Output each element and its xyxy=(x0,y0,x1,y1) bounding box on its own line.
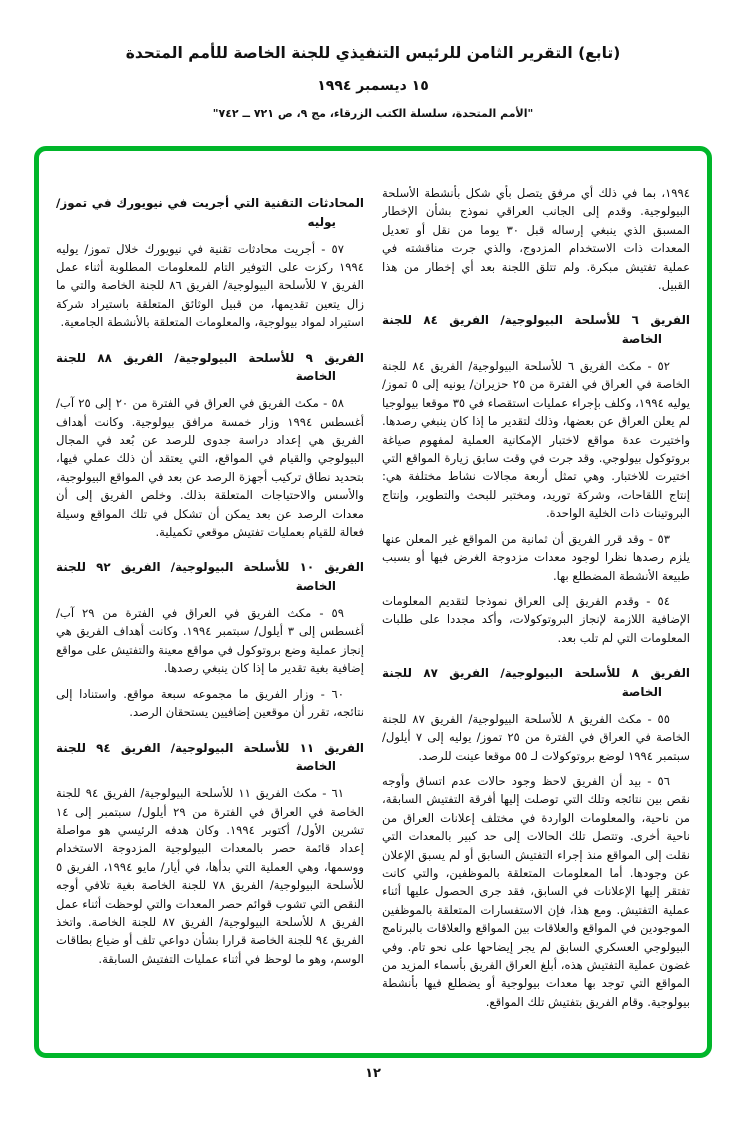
section-heading: الفريق ١١ للأسلحة البيولوجية/ الفريق ٩٤ للجنة الخاصة xyxy=(56,740,364,774)
section-heading: الفريق ٦ للأسلحة البيولوجية/ الفريق ٨٤ للجنة الخاصة xyxy=(382,313,690,347)
column-right xyxy=(382,177,690,1039)
body-paragraph: ١٩٩٤، بما في ذلك أي مرفق يتصل بأي شكل بأنشطة الأسلحة البيولوجية. وقدم إلى الجانب العراقي نموذج بشأن الإخطار المسبق الذي ينبغي إرساله قبل ٣٠ يوما من نقل أو تعديل المعدات ذات الاستخدام المزدوج، والذي جرت مناقشته في عملية تفتيش مبكرة. ولم تتلق اللجنة بعد أي إخطار من هذا القبيل. xyxy=(382,186,690,293)
document-source-citation: "الأمم المتحدة، سلسلة الكتب الزرقاء، مج ٩، ص ٧٢١ ــ ٧٤٢" xyxy=(212,107,534,120)
body-paragraph: ٥٣ - وقد قرر الفريق أن ثمانية من المواقع غير المعلن عنها يلزم رصدها نظرا لوجود معدات مزدوجة الغرض فيها أو بسبب طبيعة الأنشطة المضطلع بها. xyxy=(382,531,690,583)
column-left xyxy=(56,177,364,1039)
body-paragraph: ٥٥ - مكث الفريق ٨ للأسلحة البيولوجية/ الفريق ٨٧ للجنة الخاصة في العراق في الفترة من ٢٥ تموز/ يوليه إلى ٧ أيلول/ سبتمبر ١٩٩٤ لوضع بروتوكولات لـ ٥٥ موقعا عينت للرصد. xyxy=(382,711,690,763)
body-paragraph: ٥٤ - وقدم الفريق إلى العراق نموذجا لتقديم المعلومات الإضافية اللازمة لإنجاز البروتوكولات، وأكد مجددا على طلبات المعلومات التي لم تلب بعد. xyxy=(382,593,690,645)
section-heading: الفريق ٨ للأسلحة البيولوجية/ الفريق ٨٧ للجنة الخاصة xyxy=(382,666,690,699)
body-paragraph: ٦٠ - وزار الفريق ما مجموعه سبعة مواقع. واستنادا إلى نتائجه، تقرر أن موقعين إضافيين يستحقان الرصد. xyxy=(56,686,364,720)
body-paragraph: ٥٦ - بيد أن الفريق لاحظ وجود حالات عدم اتساق وأوجه نقص بين نتائجه وتلك التي توصلت إليها أفرقة التفتيش السابقة، من ناحية، والمعلومات الواردة في مختلف إعلانات العراق من ناحية أخرى. وتتصل تلك الحالات إلى حد كبير بالمعدات التي نقلت إلى المواقع منذ إجراء التفتيش السابق أو لم يسبق الإعلان عن وجودها. أما المعلومات المتعلقة بالموظفين، والتي كانت تفتقر إليها الإعلانات في السابق، فقد جرى الحصول عليها أثناء عملية التفتيش. ومع هذا، فإن الاستفسارات المتعلقة بالموظفين الموجودين في المواقع والعلاقات بين المواقع والعلاقات بالبرنامج البيولوجي العسكري السابق لم يجر إيضاحها على نحو تام. وفي غضون عملية التفتيش هذه، أبلغ العراق الفريق بأسماء المزيد من المواقع التي توجد بها معدات بيولوجية أو يضطلع فيها بأنشطة بيولوجية. وقام الفريق بتفتيش تلك المواقع. xyxy=(382,773,690,1009)
body-paragraph: ٦١ - مكث الفريق ١١ للأسلحة البيولوجية/ الفريق ٩٤ للجنة الخاصة في العراق في الفترة من ٢٩ أيلول/ سبتمبر إلى ١٤ تشرين الأول/ أكتوبر ١٩٩٤. وكان هدفه الرئيسي هو مواصلة إعداد قائمة حصر بالمعدات البيولوجية المزدوجة الاستخدام ووسمها، وهي العملية التي بدأها، في أيار/ مايو ١٩٩٤، الفريق ٥ للأسلحة البيولوجية/ الفريق ٧٨ للجنة الخاصة بغية تلافي أوجه النقص التي تشوب قوائم حصر المعدات والتي لوحظت أثناء عمل الفريق ٨ للأسلحة البيولوجية/ الفريق ٨٧ للجنة الخاصة. واتخذ الفريق ٩٤ للجنة الخاصة قرارا بشأن دواعي تلف أو ضياع بطاقات الوسم، وهو ما لوحظ في أثناء عمليات التفتيش السابقة. xyxy=(56,786,364,966)
two-column-layout xyxy=(39,151,707,1053)
body-paragraph: ٥٢ - مكث الفريق ٦ للأسلحة البيولوجية/ الفريق ٨٤ للجنة الخاصة في العراق في الفترة من ٢٥ حزيران/ يونيه إلى ٥ تموز/ يوليه ١٩٩٤، وكلف بإجراء عمليات استقصاء في ٣٥ موقعا بيولوجيا لم يعلن العراق عن بعضها، وذلك لتقدير ما إذا كان ينبغي رصدها. واختيرت عدة مواقع لاختبار الإمكانية العملية لمفهوم صياغة بروتوكول بيولوجي. وقد جرت في وقت سابق زيارة المواقع التي اختيرت للاختبار. وهي تمثل أربعة مجالات نشاط مختلفة هي: إنتاج اللقاحات، وشركة توريد، ومختبر للبحث والتطوير، وإنتاج البروتينات ذات الخلية الواحدة. xyxy=(382,359,690,521)
section-heading: الفريق ١٠ للأسلحة البيولوجية/ الفريق ٩٢ للجنة الخاصة xyxy=(56,560,364,594)
document-date: ١٥ ديسمبر ١٩٩٤ xyxy=(317,78,429,94)
section-heading: المحادثات التقنية التي أجريت في نيويورك في تموز/ يوليه xyxy=(56,196,364,229)
content-frame xyxy=(34,146,712,1058)
section-heading: الفريق ٩ للأسلحة البيولوجية/ الفريق ٨٨ للجنة الخاصة xyxy=(56,350,364,384)
document-title: (تابع) التقرير الثامن للرئيس التنفيذي للجنة الخاصة للأمم المتحدة xyxy=(125,44,621,62)
document-header xyxy=(0,44,746,120)
body-paragraph: ٥٧ - أجريت محادثات تقنية في نيويورك خلال تموز/ يوليه ١٩٩٤ ركزت على التوفير التام للمعلومات المطلوبة أثناء عمل الفريق ٧ للأسلحة البيولوجية/ الفريق ٨٦ للجنة الخاصة والتي ما زال يتعين تقديمها، من قبيل الوثائق المتعلقة باستيراد شركة استيراد لمواد بيولوجية، والمعلومات المتعلقة بالأنشطة الجامعية. xyxy=(56,241,364,330)
page-number: ١٢ xyxy=(365,1066,381,1081)
body-paragraph: ٥٩ - مكث الفريق في العراق في الفترة من ٢٩ آب/ أغسطس إلى ٣ أيلول/ سبتمبر ١٩٩٤. وكانت أهداف الفريق هي إنجاز عملية وضع بروتوكول في مواقع معينة والتفتيش على مواقع إضافية بغية تقدير ما إذا كان ينبغي رصدها. xyxy=(56,606,364,676)
body-paragraph: ٥٨ - مكث الفريق في العراق في الفترة من ٢٠ إلى ٢٥ آب/ أغسطس ١٩٩٤ وزار خمسة مرافق بيولوجية. وكانت أهداف الفريق هي إعداد دراسة جدوى للرصد عن بُعد في المجال البيولوجي والقيام في المواقع، التي يعتقد أن ذلك عملي فيها، بتحديد نطاق تركيب أجهزة الرصد عن بعد في المواقع البيولوجية، والأسس والاحتياجات المتعلقة بذلك. وخلص الفريق إلى أن معدات الرصد عن بعد يمكن أن تشكل في تلك المواقع وسيلة فعالة للقيام بعمليات تفتيش موقعي تكميلية. xyxy=(56,396,364,540)
